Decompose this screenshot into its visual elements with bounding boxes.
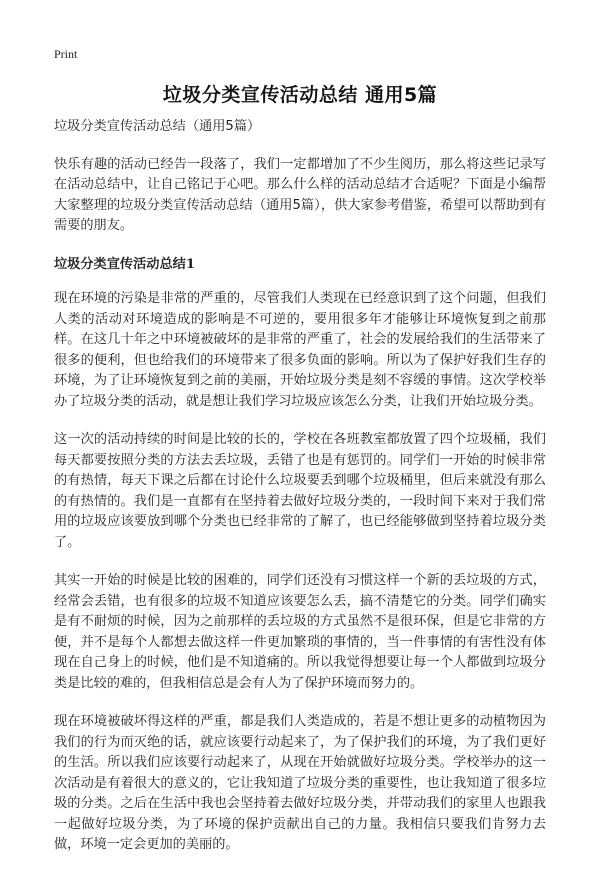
body-paragraph: 这一次的活动持续的时间是比较的长的，学校在各班教室都放置了四个垃圾桶，我们每天都要按照分类的方法去丢垃圾，丢错了也是有惩罚的。同学们一开始的时候非常的有热情，每天下课之后都在讨论什么垃圾要丢到哪个垃圾桶里，但后来就没有那么的有热情的。我们是一直都有在坚持着去做好垃圾分类的，一段时间下来对于我们常用的垃圾应该要放到哪个分类也已经非常的了解了，也已经能够做到坚持着垃圾分类了。	[54, 432, 546, 550]
body-paragraph: 现在环境的污染是非常的严重的，尽管我们人类现在已经意识到了这个问题，但我们人类的活动对环境造成的影响是不可逆的，要用很多年才能够让环境恢复到之前那样。在这几十年之中环境被破坏的是非常的严重了，社会的发展给我们的生活带来了很多的便利，但也给我们的环境带来了很多负面的影响。所以为了保护好我们生存的环境，为了让环境恢复到之前的美丽，开始垃圾分类是刻不容缓的事情。这次学校举办了垃圾分类的活动，就是想让我们学习垃圾应该怎么分类，让我们开始垃圾分类。	[54, 291, 546, 409]
section-heading: 垃圾分类宣传活动总结1	[54, 256, 196, 272]
body-paragraph: 其实一开始的时候是比较的困难的，同学们还没有习惯这样一个新的丢垃圾的方式，经常会丢错，也有很多的垃圾不知道应该要怎么丢，搞不清楚它的分类。同学们确实是有不耐烦的时候，因为之前那样的丢垃圾的方式虽然不是很环保，但是它非常的方便，并不是每个人都想去做这样一件更加繁琐的事情的，当一件事情的有害性没有体现在自己身上的时候，他们是不知道痛的。所以我觉得想要让每一个人都做到垃圾分类是比较的难的，但我相信总是会有人为了保护环境而努力的。	[54, 573, 546, 691]
page-title: 垃圾分类宣传活动总结 通用5篇	[162, 84, 438, 106]
print-link[interactable]: Print	[54, 47, 78, 61]
body-paragraph: 现在环境被破坏得这样的严重，都是我们人类造成的，若是不想让更多的动植物因为我们的行为而灭绝的话，就应该要行动起来了，为了保护我们的环境，为了我们更好的生活。所以我们应该要行动起来了，从现在开始就做好垃圾分类。学校举办的这一次活动是有着很大的意义的，它让我知道了垃圾分类的重要性，也让我知道了很多垃圾的分类。之后在生活中我也会坚持着去做好垃圾分类，并带动我们的家里人也跟我一起做好垃圾分类，为了环境的保护贡献出自己的力量。我相信只要我们肯努力去做，环境一定会更加的美丽的。	[54, 714, 546, 852]
article-body	[54, 117, 546, 874]
intro-paragraph: 快乐有趣的活动已经告一段落了，我们一定都增加了不少生阅历，那么将这些记录写在活动总结中，让自己铭记于心吧。那么什么样的活动总结才合适呢？下面是小编帮大家整理的垃圾分类宣传活动总结（通用5篇），供大家参考借鉴，希望可以帮助到有需要的朋友。	[54, 156, 546, 233]
article-subtitle: 垃圾分类宣传活动总结（通用5篇）	[54, 119, 261, 134]
